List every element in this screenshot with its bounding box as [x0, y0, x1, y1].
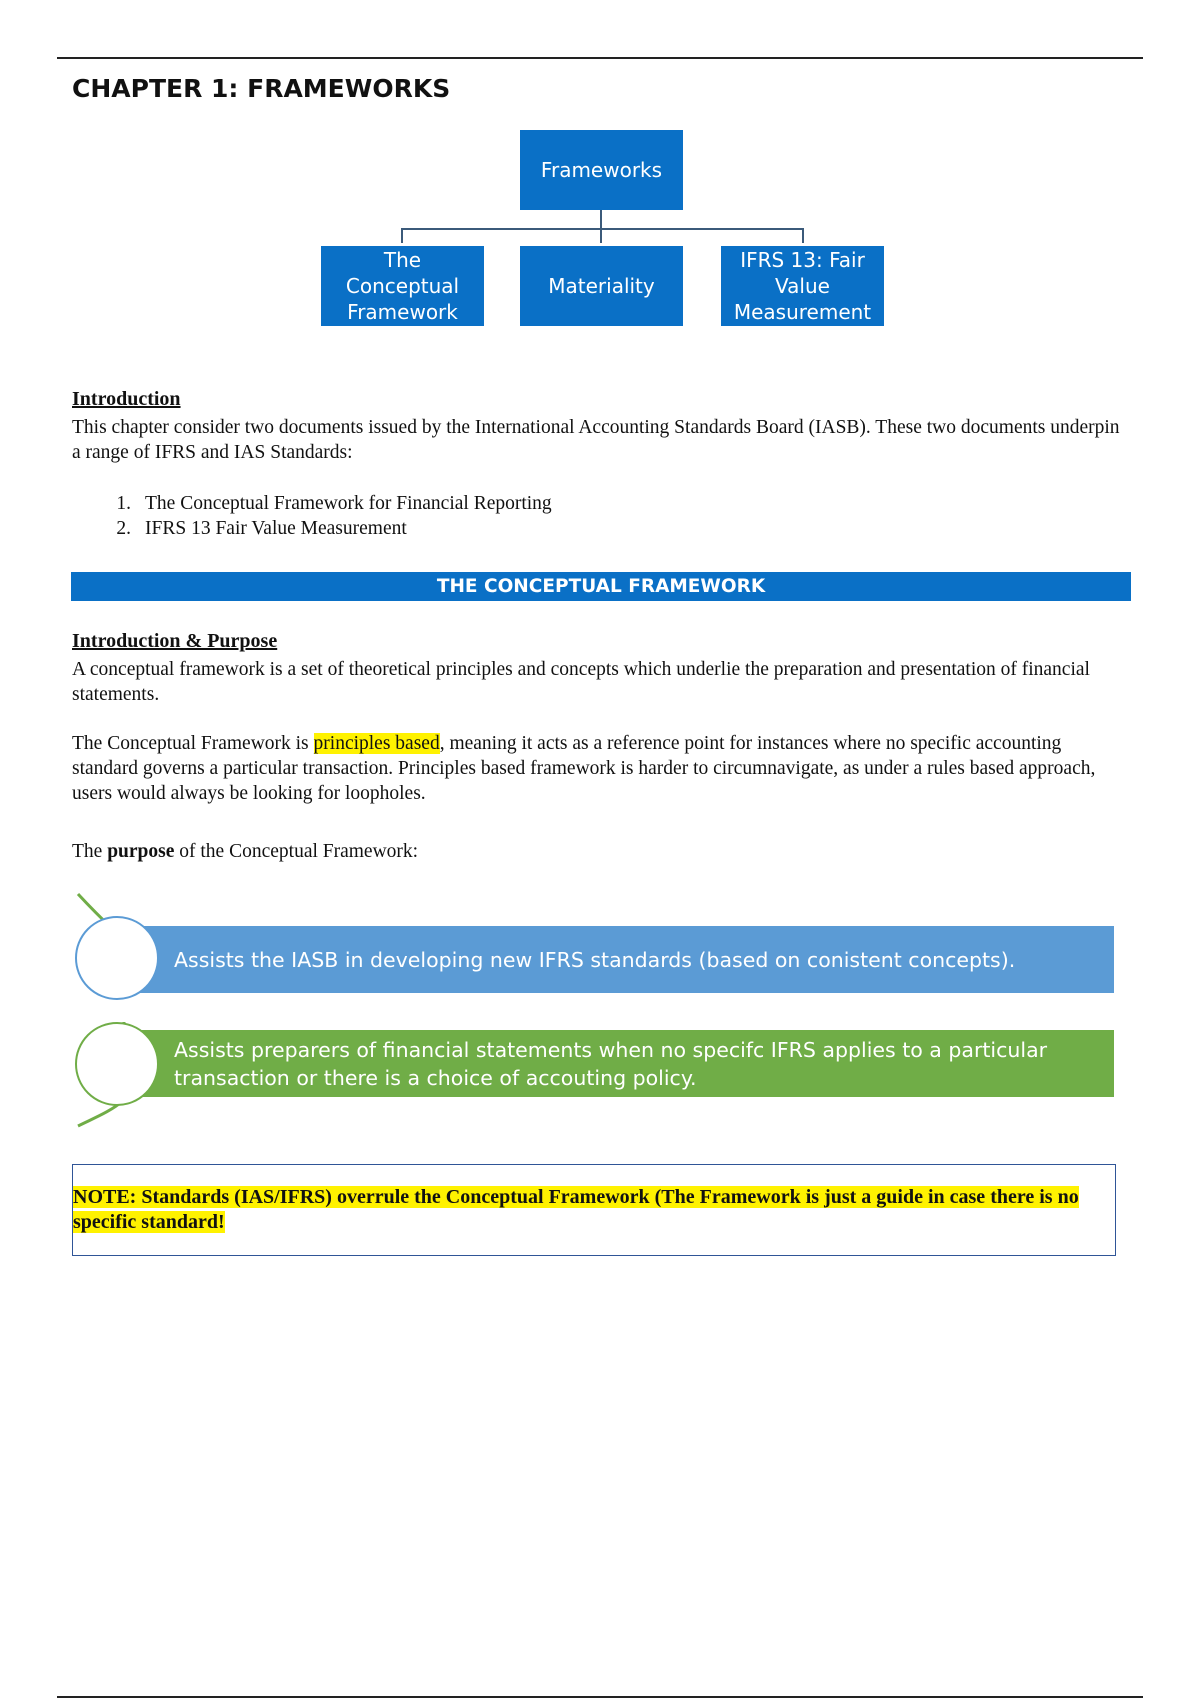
bottom-rule — [57, 1696, 1143, 1698]
org-child-materiality: Materiality — [520, 246, 683, 326]
intro-purpose-p1: A conceptual framework is a set of theoretical principles and concepts which underlie the preparation and presentation of financial statements. — [72, 659, 1090, 705]
intro-purpose-p2 — [72, 731, 1132, 806]
purpose-circle-2 — [75, 1022, 159, 1106]
list-item-number: 2. — [116, 518, 131, 539]
list-item-text: IFRS 13 Fair Value Measurement — [145, 518, 407, 539]
org-connector-right — [802, 228, 804, 243]
introduction-text: This chapter consider two documents issued by the International Accounting Standards Board (IASB). These two documents underpin a range of IFRS and IAS Standards: — [72, 417, 1120, 463]
list-item-number: 1. — [116, 493, 131, 514]
introduction-heading: Introduction — [72, 388, 181, 410]
list-item — [72, 491, 972, 516]
section-banner: THE CONCEPTUAL FRAMEWORK — [71, 572, 1131, 601]
org-child-conceptual-framework: The Conceptual Framework — [321, 246, 484, 326]
purpose-bold: purpose — [107, 841, 175, 862]
p3-text-end: of the Conceptual Framework: — [174, 841, 419, 862]
list-item-text: The Conceptual Framework for Financial Reporting — [145, 493, 552, 514]
p3-text-start: The — [72, 841, 108, 862]
org-connector-vertical — [600, 210, 602, 243]
intro-purpose-p3 — [72, 839, 1132, 864]
p2-text-start: The Conceptual Framework is — [72, 733, 314, 754]
purpose-item-text: Assists preparers of financial statements when no specifc IFRS applies to a particular transaction or there is a choice of accouting policy. — [174, 1037, 1048, 1090]
chapter-title: CHAPTER 1: FRAMEWORKS — [72, 74, 451, 103]
p2-text-end: , meaning it acts as a reference point for instances where no specific accounting standard governs a particular transaction. Principles based framework is harder to circumnavigate, as under a rules based approach, users would always be looking for loopholes. — [72, 733, 1096, 804]
principles-based-highlight: principles based — [313, 733, 440, 754]
note-highlighted-text: NOTE: Standards (IAS/IFRS) overrule the Conceptual Framework (The Framework is just a guide in case there is no specific standard! — [73, 1186, 1079, 1233]
introduction-list — [72, 491, 972, 541]
org-root-frameworks: Frameworks — [520, 130, 683, 210]
intro-purpose-heading: Introduction & Purpose — [72, 630, 278, 652]
note-box — [72, 1164, 1116, 1256]
purpose-circle-1 — [75, 916, 159, 1000]
list-item — [72, 516, 972, 541]
org-child-ifrs13: IFRS 13: Fair Value Measurement — [721, 246, 884, 326]
org-connector-left — [401, 228, 403, 243]
note-text — [73, 1165, 1115, 1235]
org-connector-horizontal — [401, 228, 804, 230]
purpose-item-preparers — [118, 1030, 1114, 1097]
top-rule — [57, 57, 1143, 59]
purpose-item-text: Assists the IASB in developing new IFRS standards (based on conistent concepts). — [174, 947, 1016, 972]
purpose-item-iasb — [118, 926, 1114, 993]
